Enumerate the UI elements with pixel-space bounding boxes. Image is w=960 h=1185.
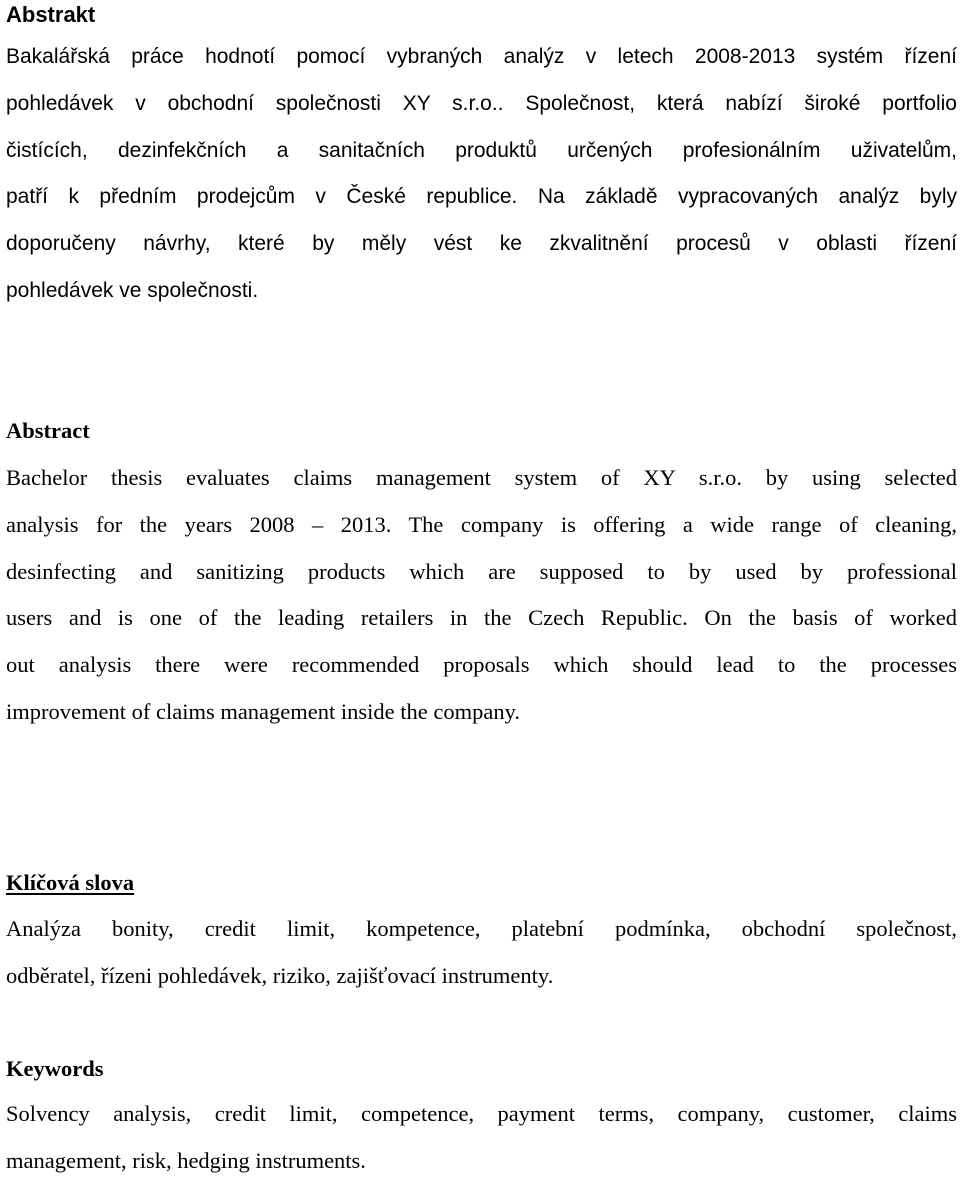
klicova-slova-heading: Klíčová slova xyxy=(6,870,135,895)
abstract-heading: Abstract xyxy=(6,418,90,443)
abstract-paragraph xyxy=(6,455,957,736)
keywords-paragraph xyxy=(6,1091,957,1185)
keywords-heading: Keywords xyxy=(6,1056,104,1081)
keywords-line: Solvency analysis, credit limit, competence, payment terms, company, customer, claims xyxy=(6,1101,957,1126)
abstract-line: improvement of claims management inside the company. xyxy=(6,698,521,724)
klicova-slova-line: odběratel, řízeni pohledávek, riziko, zajišťovací instrumenty. xyxy=(6,962,554,988)
abstrakt-heading: Abstrakt xyxy=(6,2,96,27)
abstract-line: out analysis there were recommended proposals which should lead to the processes xyxy=(6,652,957,678)
keywords-line: management, risk, hedging instruments. xyxy=(6,1147,366,1173)
abstrakt-line: pohledávek ve společnosti. xyxy=(6,278,259,302)
klicova-slova-paragraph xyxy=(6,906,957,1000)
abstrakt-paragraph xyxy=(6,34,957,315)
klicova-slova-line: Analýza bonity, credit limit, kompetence, platební podmínka, obchodní společnost, xyxy=(6,916,957,941)
abstrakt-line: patří k předním prodejcům v České republice. Na základě vypracovaných analýz byly xyxy=(6,185,957,209)
abstract-line: desinfecting and sanitizing products which are supposed to by used by professional xyxy=(6,558,957,584)
abstract-line: analysis for the years 2008 – 2013. The company is offering a wide range of cleaning, xyxy=(6,511,957,537)
abstrakt-line: Bakalářská práce hodnotí pomocí vybraných analýz v letech 2008-2013 systém řízení xyxy=(6,45,957,68)
abstrakt-line: čistících, dezinfekčních a sanitačních produktů určených profesionálním uživatelům, xyxy=(6,138,957,162)
abstrakt-line: doporučeny návrhy, které by měly vést ke zkvalitnění procesů v oblasti řízení xyxy=(6,232,957,256)
abstract-line: Bachelor thesis evaluates claims management system of XY s.r.o. by using selected xyxy=(6,465,957,490)
abstrakt-line: pohledávek v obchodní společnosti XY s.r.o.. Společnost, která nabízí široké portfolio xyxy=(6,91,957,115)
abstract-line: users and is one of the leading retailers in the Czech Republic. On the basis of worked xyxy=(6,605,957,631)
